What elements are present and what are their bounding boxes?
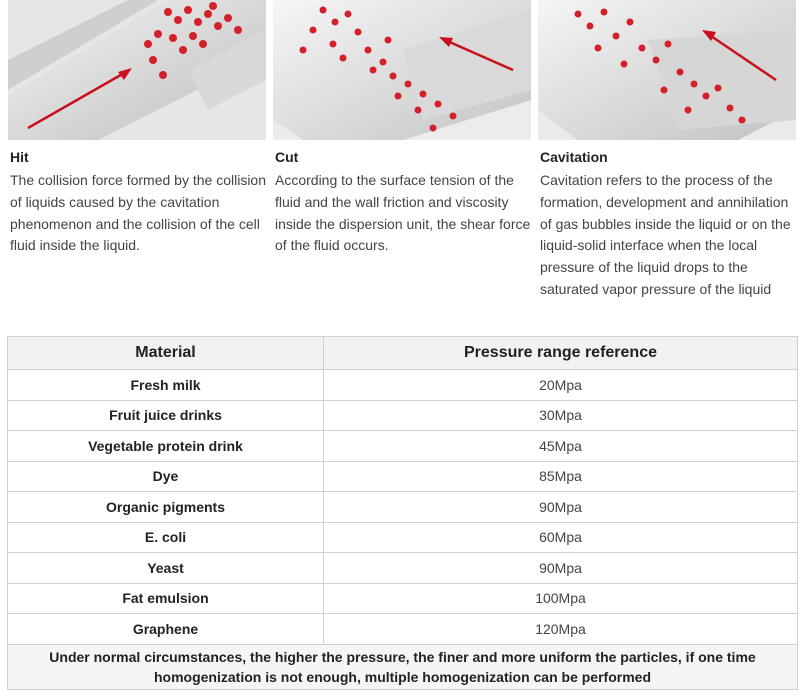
pressure-cell: 120Mpa — [324, 614, 798, 645]
pressure-cell: 90Mpa — [324, 553, 798, 584]
pressure-cell: 90Mpa — [324, 492, 798, 523]
pressure-cell: 60Mpa — [324, 522, 798, 553]
mechanism-hit — [8, 0, 266, 257]
pressure-cell: 45Mpa — [324, 431, 798, 462]
mechanism-description: Cavitation refers to the process of the formation, development and annihilation of gas bubbles inside the liquid or on the liquid-solid interface when the local pressure of the liquid drops to the saturated vapor pressure of the liquid — [540, 172, 791, 297]
table-row — [8, 461, 798, 492]
pressure-reference-table — [7, 336, 798, 690]
table-header-row — [8, 337, 798, 370]
material-cell: Yeast — [8, 553, 324, 584]
table-row — [8, 583, 798, 614]
pipe-cavitation-illustration — [538, 0, 796, 140]
table-row — [8, 553, 798, 584]
material-cell: Graphene — [8, 614, 324, 645]
table-row — [8, 492, 798, 523]
material-cell: E. coli — [8, 522, 324, 553]
table-row — [8, 400, 798, 431]
header-pressure: Pressure range reference — [324, 337, 798, 370]
pressure-cell: 20Mpa — [324, 370, 798, 401]
mechanism-cavitation — [538, 0, 796, 301]
pressure-cell: 100Mpa — [324, 583, 798, 614]
mechanism-title: Cavitation — [540, 149, 608, 165]
material-cell: Vegetable protein drink — [8, 431, 324, 462]
material-cell: Organic pigments — [8, 492, 324, 523]
mechanism-cut — [273, 0, 531, 257]
table-row — [8, 522, 798, 553]
table-row — [8, 614, 798, 645]
pressure-cell: 85Mpa — [324, 461, 798, 492]
table-row — [8, 370, 798, 401]
table-note: Under normal circumstances, the higher the pressure, the finer and more uniform the particles, if one time homogenization is not enough, multiple homogenization can be performed — [8, 644, 798, 689]
header-material: Material — [8, 337, 324, 370]
material-cell: Dye — [8, 461, 324, 492]
pipe-collision-illustration — [8, 0, 266, 140]
table-row — [8, 431, 798, 462]
pressure-cell: 30Mpa — [324, 400, 798, 431]
material-cell: Fat emulsion — [8, 583, 324, 614]
mechanism-description: The collision force formed by the collision of liquids caused by the cavitation phenomenon and the collision of the cell fluid inside the liquid. — [10, 172, 267, 254]
mechanism-description: According to the surface tension of the fluid and the wall friction and viscosity inside the dispersion unit, the shear force of the fluid occurs. — [275, 172, 531, 254]
mechanism-title: Cut — [275, 149, 299, 165]
pipe-shear-illustration — [273, 0, 531, 140]
table-note-row — [8, 644, 798, 689]
material-cell: Fruit juice drinks — [8, 400, 324, 431]
material-cell: Fresh milk — [8, 370, 324, 401]
mechanism-title: Hit — [10, 149, 29, 165]
